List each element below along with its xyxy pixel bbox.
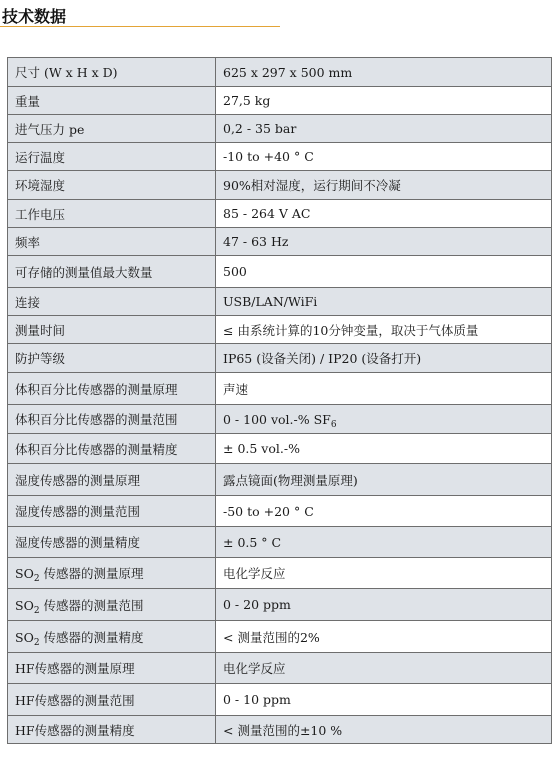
spec-row <box>8 434 552 464</box>
spec-label: 湿度传感器的测量原理 <box>8 464 216 496</box>
spec-value: 500 <box>216 256 552 288</box>
spec-row <box>8 256 552 288</box>
spec-label-text: SO <box>15 597 34 613</box>
spec-row <box>8 373 552 405</box>
spec-value: 85 - 264 V AC <box>216 200 552 228</box>
spec-label: 重量 <box>8 87 216 115</box>
spec-row <box>8 143 552 171</box>
subscript: 2 <box>33 574 40 584</box>
spec-value: 声速 <box>216 373 552 405</box>
spec-row <box>8 171 552 200</box>
spec-row <box>8 288 552 316</box>
spec-row <box>8 58 552 87</box>
spec-value: -50 to +20 ° C <box>216 496 552 527</box>
spec-label: 测量时间 <box>8 316 216 344</box>
spec-value: < 测量范围的2% <box>216 621 552 653</box>
spec-row <box>8 653 552 684</box>
spec-value: -10 to +40 ° C <box>216 143 552 171</box>
spec-value: < 测量范围的±10 % <box>216 716 552 744</box>
spec-row <box>8 115 552 143</box>
spec-row <box>8 684 552 716</box>
spec-value: 0 - 20 ppm <box>216 589 552 621</box>
spec-label: 进气压力 pe <box>8 115 216 143</box>
spec-value: USB/LAN/WiFi <box>216 288 552 316</box>
spec-row <box>8 558 552 589</box>
spec-row <box>8 716 552 744</box>
spec-value: 47 - 63 Hz <box>216 228 552 256</box>
spec-value: ± 0.5 vol.-% <box>216 434 552 464</box>
spec-row <box>8 527 552 558</box>
spec-row <box>8 405 552 434</box>
spec-label: 环境湿度 <box>8 171 216 200</box>
spec-value: ± 0.5 ° C <box>216 527 552 558</box>
spec-value: 0,2 - 35 bar <box>216 115 552 143</box>
spec-label <box>8 621 216 653</box>
spec-row <box>8 87 552 115</box>
spec-row <box>8 200 552 228</box>
spec-label: 防护等级 <box>8 344 216 373</box>
spec-label: 连接 <box>8 288 216 316</box>
spec-value: 电化学反应 <box>216 558 552 589</box>
section-title: 技术数据 <box>2 7 67 26</box>
spec-value: 27,5 kg <box>216 87 552 115</box>
title-underline <box>0 26 280 27</box>
spec-value: 电化学反应 <box>216 653 552 684</box>
spec-row <box>8 589 552 621</box>
spec-label: 运行温度 <box>8 143 216 171</box>
spec-label: HF传感器的测量精度 <box>8 716 216 744</box>
subscript: 6 <box>330 419 337 430</box>
subscript: 2 <box>33 605 40 616</box>
spec-label: 工作电压 <box>8 200 216 228</box>
spec-value-text: 0 - 100 vol.-% SF <box>223 411 331 427</box>
spec-value <box>216 405 552 434</box>
subscript: 2 <box>33 637 40 648</box>
spec-row <box>8 316 552 344</box>
spec-row <box>8 621 552 653</box>
section-header <box>0 0 555 30</box>
spec-label: HF传感器的测量范围 <box>8 684 216 716</box>
spec-label: 尺寸 (W x H x D) <box>8 58 216 87</box>
spec-label: 湿度传感器的测量范围 <box>8 496 216 527</box>
spec-label: HF传感器的测量原理 <box>8 653 216 684</box>
spec-value: ≤ 由系统计算的10分钟变量，取决于气体质量 <box>216 316 552 344</box>
spec-label-text: 传感器的测量精度 <box>39 629 144 645</box>
spec-label-text: 传感器的测量原理 <box>39 566 144 581</box>
spec-row <box>8 344 552 373</box>
spec-label <box>8 589 216 621</box>
spec-label-text: 传感器的测量范围 <box>39 597 144 613</box>
spec-value: 0 - 10 ppm <box>216 684 552 716</box>
spec-label: 频率 <box>8 228 216 256</box>
spec-row <box>8 496 552 527</box>
spec-value: 625 x 297 x 500 mm <box>216 58 552 87</box>
spec-table <box>7 57 552 744</box>
spec-row <box>8 464 552 496</box>
spec-value: 90%相对湿度，运行期间不冷凝 <box>216 171 552 200</box>
spec-value: 露点镜面(物理测量原理) <box>216 464 552 496</box>
spec-row <box>8 228 552 256</box>
spec-value: IP65 (设备关闭) / IP20 (设备打开) <box>216 344 552 373</box>
spec-label-text: SO <box>15 629 34 645</box>
spec-table-body <box>8 58 552 744</box>
spec-label: 湿度传感器的测量精度 <box>8 527 216 558</box>
spec-label: 体积百分比传感器的测量精度 <box>8 434 216 464</box>
spec-label <box>8 558 216 589</box>
spec-label: 可存储的测量值最大数量 <box>8 256 216 288</box>
spec-label-text: SO <box>15 566 34 581</box>
spec-label: 体积百分比传感器的测量原理 <box>8 373 216 405</box>
spec-label: 体积百分比传感器的测量范围 <box>8 405 216 434</box>
